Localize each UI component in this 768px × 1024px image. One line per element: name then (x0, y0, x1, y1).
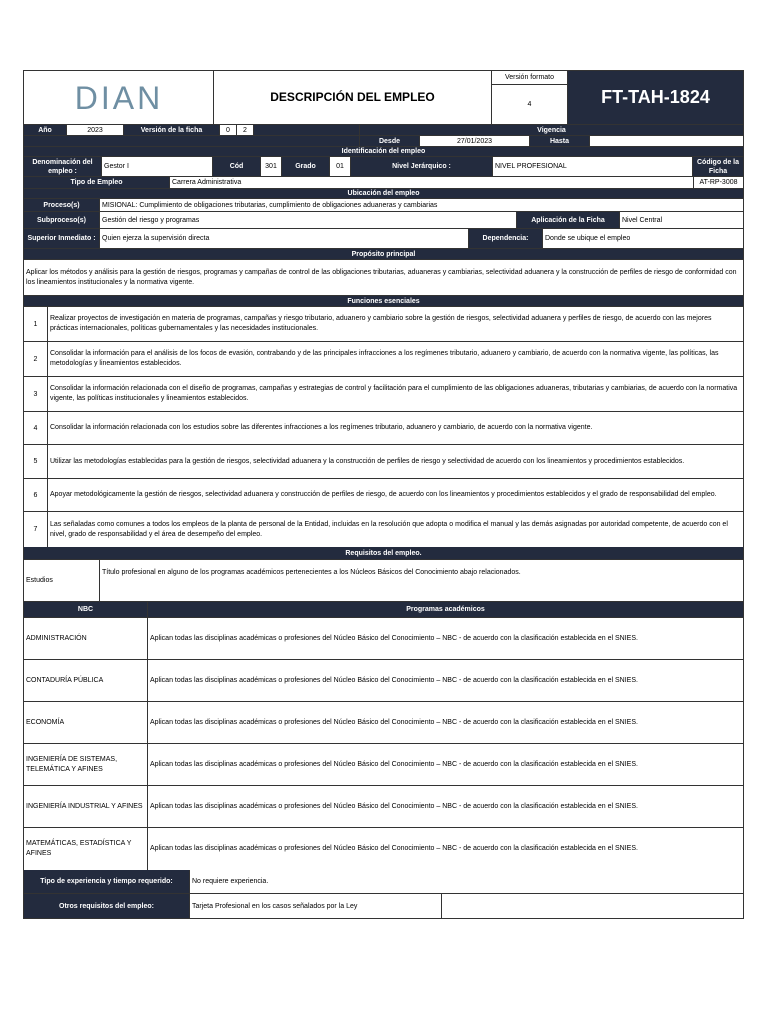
purpose-text: Aplicar los métodos y análisis para la gestión de riesgos, programas y campañas de control de las obligaciones tributarias, aduaneras y cambiarias, selectividad aduanera y la construcción de perfiles de riesgo de conformidad con los lineamientos institucionales y la normativa vigente. (26, 268, 737, 286)
superior-row (24, 229, 743, 249)
svg-text:DIAN: DIAN (74, 79, 163, 116)
process-row (24, 199, 743, 212)
functions-header-row (24, 296, 743, 307)
function-row (24, 512, 743, 547)
purpose-header-row (24, 249, 743, 260)
validity-label: Vigencia (360, 125, 743, 135)
identification-section-title: Identificación del empleo (24, 147, 743, 156)
logo-cell (24, 71, 214, 124)
process-label: Proceso(s) (24, 199, 100, 211)
other-requirements-row (24, 894, 743, 918)
function-number: 6 (24, 479, 48, 511)
type-label: Tipo de Empleo (24, 177, 170, 188)
function-text: Realizar proyectos de investigación en materia de programas, campañas y riesgo tributario, aduanero y cambiario sobre la gestión de riesgos, selectividad aduanera y perfiles de riesgo, de acuerdo con las mejores prácticas internacionales, políticas gubernamentales y las necesidades institucionales. (50, 315, 712, 332)
function-number: 7 (24, 512, 48, 547)
nbc-header-row (24, 602, 743, 618)
nbc-program: Aplican todas las disciplinas académicas o profesiones del Núcleo Básico del Conocimiento – NBC - de acuerdo con la clasificación establecida en el SNIES. (150, 802, 638, 810)
function-text: Las señaladas como comunes a todos los empleos de la planta de personal de la Entidad, incluidas en la resolución que adopta o modifica el manual y las demás asignadas por autoridad competente, de acuerdo con el nivel, grado de responsabilidad y el área de desempeño del empleo. (50, 520, 728, 538)
from-label: Desde (360, 136, 420, 146)
denomination-value: Gestor I (102, 157, 213, 176)
process-value: MISIONAL: Cumplimiento de obligaciones tributarias, cumplimiento de obligaciones aduaneras y cambiarias (102, 201, 438, 209)
form-header (24, 71, 743, 125)
type-value: Carrera Administrativa (170, 177, 694, 188)
requirements-section-title: Requisitos del empleo. (24, 547, 743, 559)
requirements-header-row (24, 547, 743, 560)
function-text: Consolidar la información relacionada con los estudios sobre las diferentes infracciones a los regímenes tributario, aduanero y cambiario, de acuerdo con la normativa vigente. (50, 424, 593, 431)
nbc-name: ECONOMÍA (24, 702, 148, 743)
nbc-program: Aplican todas las disciplinas académicas o profesiones del Núcleo Básico del Conocimiento – NBC - de acuerdo con la clasificación establecida en el SNIES. (150, 676, 638, 684)
function-number: 2 (24, 342, 48, 376)
nbc-name: MATEMÁTICAS, ESTADÍSTICA Y AFINES (24, 828, 148, 870)
nbc-name: ADMINISTRACIÓN (24, 618, 148, 659)
function-row (24, 377, 743, 412)
version-label: Versión formato (492, 71, 567, 85)
meta-row-2 (24, 136, 743, 147)
dependency-value: Donde se ubique el empleo (545, 235, 631, 242)
denomination-label: Denominación del empleo : (24, 157, 102, 176)
nbc-name: INGENIERÍA INDUSTRIAL Y AFINES (24, 786, 148, 827)
identification-header-row (24, 147, 743, 157)
functions-section-title: Funciones esenciales (24, 296, 743, 306)
version-cell (492, 71, 568, 124)
grade-label: Grado (282, 157, 330, 176)
to-label: Hasta (530, 136, 590, 146)
function-text: Consolidar la información para el análisis de los focos de evasión, contrabando y de las principales infracciones a los regímenes tributario, aduanero y cambiario, de acuerdo con la normativa vigente, las políticas, las metodologías y lineamientos establecidos. (50, 350, 719, 367)
studies-row (24, 560, 743, 602)
subprocess-value: Gestión del riesgo y programas (100, 212, 517, 228)
identification-row-1 (24, 157, 743, 177)
nbc-row (24, 702, 743, 744)
dependency-label: Dependencia: (469, 229, 543, 248)
studies-label: Estudios (24, 560, 100, 601)
other-value: Tarjeta Profesional en los casos señalados por la Ley (190, 894, 442, 918)
year-label: Año (24, 125, 67, 135)
function-number: 4 (24, 412, 48, 444)
meta-spacer-2 (24, 136, 360, 146)
nbc-program: Aplican todas las disciplinas académicas o profesiones del Núcleo Básico del Conocimiento – NBC - de acuerdo con la clasificación establecida en el SNIES. (150, 760, 638, 768)
to-value (590, 136, 743, 146)
cod-value: 301 (261, 157, 282, 176)
nbc-program: Aplican todas las disciplinas académicas o profesiones del Núcleo Básico del Conocimiento – NBC - de acuerdo con la clasificación establecida en el SNIES. (150, 718, 638, 726)
meta-spacer (254, 125, 360, 135)
job-description-form (23, 70, 744, 919)
nbc-program: Aplican todas las disciplinas académicas o profesiones del Núcleo Básico del Conocimiento – NBC - de acuerdo con la clasificación establecida en el SNIES. (150, 634, 638, 642)
level-value: NIVEL PROFESIONAL (493, 157, 693, 176)
location-header-row (24, 189, 743, 199)
nbc-header: NBC (24, 602, 148, 617)
purpose-row (24, 260, 743, 296)
experience-row (24, 870, 743, 894)
subprocess-row (24, 212, 743, 229)
application-value: Nivel Central (622, 216, 663, 224)
function-text: Apoyar metodológicamente la gestión de riesgos, selectividad aduanera y construcción de perfiles de riesgo, de acuerdo con los lineamientos y procedimientos establecidos y el grado de responsabilidad del empleo. (50, 491, 717, 498)
subprocess-label: Subproceso(s) (24, 212, 100, 228)
experience-value: No requiere experiencia. (192, 878, 269, 885)
function-text: Utilizar las metodologías establecidas para la gestión de riesgos, selectividad aduanera y la construcción de perfiles de riesgo y selectividad de acuerdo con los lineamientos y procedimientos establecidos. (50, 457, 685, 465)
function-number: 1 (24, 307, 48, 341)
sheet-version-a: 0 (220, 125, 237, 135)
identification-row-2 (24, 177, 743, 189)
year-value: 2023 (67, 125, 124, 135)
form-code: FT-TAH-1824 (568, 71, 743, 124)
nbc-row (24, 828, 743, 870)
sheet-version-b: 2 (237, 125, 254, 135)
function-number: 3 (24, 377, 48, 411)
nbc-row (24, 660, 743, 702)
nbc-program: Aplican todas las disciplinas académicas o profesiones del Núcleo Básico del Conocimiento – NBC - de acuerdo con la clasificación establecida en el SNIES. (150, 845, 638, 852)
function-row (24, 412, 743, 445)
cod-label: Cód (213, 157, 261, 176)
nbc-row (24, 744, 743, 786)
version-value: 4 (527, 101, 532, 108)
sheet-version-label: Versión de la ficha (124, 125, 220, 135)
nbc-row (24, 618, 743, 660)
level-label: Nivel Jerárquico : (351, 157, 493, 176)
other-spacer (442, 894, 743, 918)
functions-list (24, 307, 743, 547)
nbc-list (24, 618, 743, 870)
grade-value: 01 (330, 157, 351, 176)
programs-header: Programas académicos (148, 602, 743, 617)
superior-value: Quien ejerza la supervisión directa (100, 229, 469, 248)
function-row (24, 445, 743, 479)
function-row (24, 342, 743, 377)
nbc-name: INGENIERÍA DE SISTEMAS, TELEMÁTICA Y AFINES (24, 744, 148, 785)
sheet-code-label: Código de la Ficha (693, 157, 743, 176)
function-row (24, 479, 743, 512)
nbc-row (24, 786, 743, 828)
other-label: Otros requisitos del empleo: (24, 894, 190, 918)
form-title: DESCRIPCIÓN DEL EMPLEO (214, 71, 492, 124)
nbc-name: CONTADURÍA PÚBLICA (24, 660, 148, 701)
purpose-section-title: Propósito principal (24, 249, 743, 259)
application-label: Aplicación de la Ficha (517, 212, 620, 228)
experience-label: Tipo de experiencia y tiempo requerido: (24, 870, 190, 893)
dian-logo (59, 80, 179, 116)
location-section-title: Ubicación del empleo (24, 189, 743, 198)
meta-row-1 (24, 125, 743, 136)
function-row (24, 307, 743, 342)
function-number: 5 (24, 445, 48, 478)
sheet-code-value: AT-RP-3008 (699, 179, 738, 186)
studies-value: Título profesional en alguno de los programas académicos pertenecientes a los Núcleos Básicos del Conocimiento abajo relacionados. (102, 569, 521, 576)
from-value: 27/01/2023 (420, 136, 530, 146)
superior-label: Superior Inmediato : (24, 229, 100, 248)
function-text: Consolidar la información relacionada con el diseño de programas, campañas y estrategias de control y facilitación para el cumplimiento de las obligaciones aduaneras, tributarias y cambiarias, de acuerdo con la normativa vigente, las políticas institucionales y lineamientos establecidos. (50, 385, 738, 402)
